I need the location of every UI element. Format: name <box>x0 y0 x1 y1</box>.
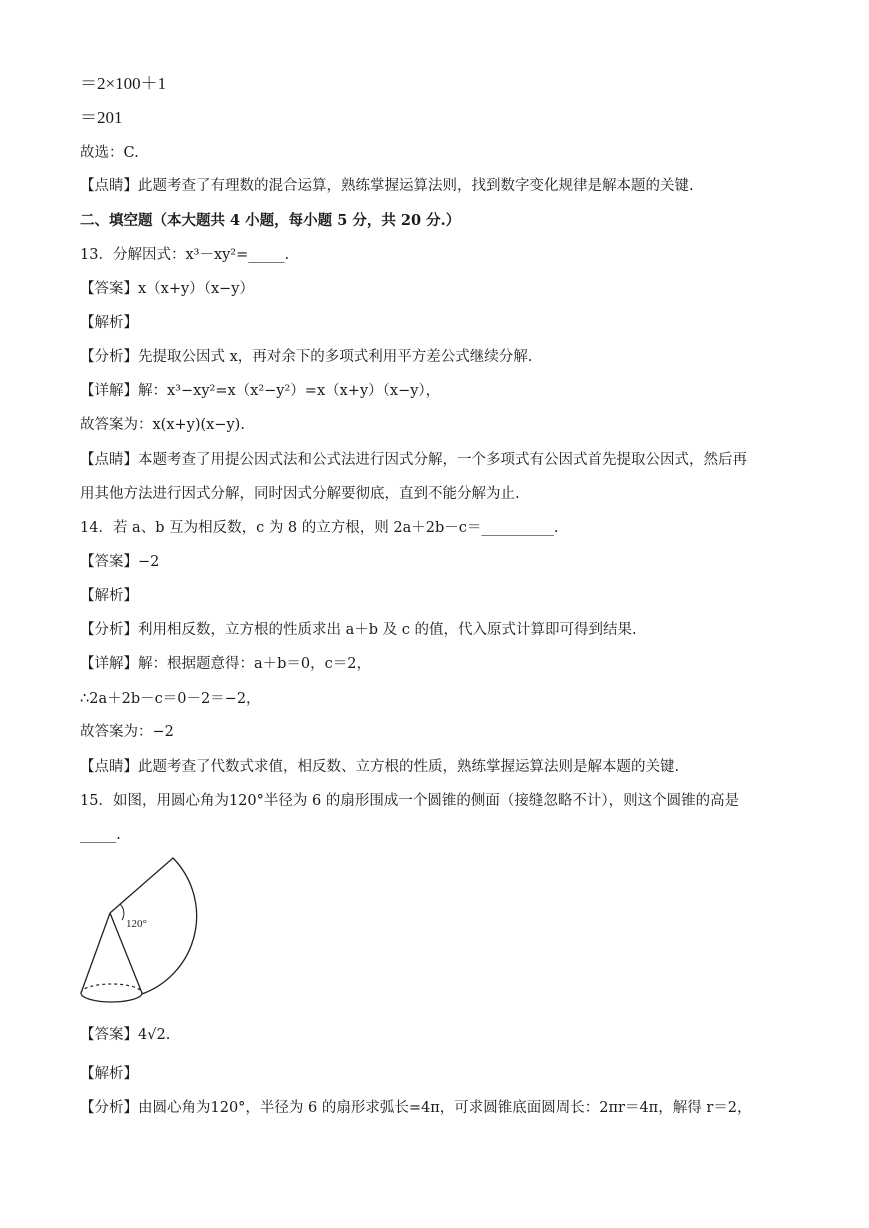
angle-arc <box>120 904 124 920</box>
final-answer-14: 故答案为：−2 <box>80 724 174 740</box>
comment-13-line2: 用其他方法进行因式分解，同时因式分解要彻底，直到不能分解为止. <box>80 486 520 502</box>
final-answer-13: 故答案为：x(x+y)(x−y). <box>80 417 245 433</box>
cone-base-back <box>81 984 142 993</box>
calc-step-2: ＝201 <box>80 108 123 127</box>
question-15-line2: _____. <box>80 827 121 843</box>
analysis-15: 【分析】由圆心角为120°，半径为 6 的扇形求弧长=4π，可求圆锥底面圆周长：2πr＝4π，解得 r＝2， <box>80 1100 752 1116</box>
cone-base-front <box>81 993 142 1002</box>
cone-sector-figure <box>78 852 208 1012</box>
detail-14: 【详解】解：根据题意得：a＋b＝0，c＝2， <box>80 656 371 672</box>
answer-13: 【答案】x（x+y）（x−y） <box>80 281 254 297</box>
derivation-14: ∴2a＋2b－c＝0－2＝−2， <box>80 691 261 707</box>
calc-step-1: ＝2×100＋1 <box>80 74 167 93</box>
angle-label: 120° <box>126 918 147 930</box>
analysis-13: 【分析】先提取公因式 x，再对余下的多项式利用平方差公式继续分解. <box>80 349 533 365</box>
comment-q12: 【点睛】此题考查了有理数的混合运算，熟练掌握运算法则，找到数字变化规律是解本题的关键. <box>80 178 694 194</box>
section-heading: 二、填空题（本大题共 4 小题，每小题 5 分，共 20 分.） <box>80 212 461 229</box>
sector-outline <box>110 858 197 994</box>
analysis-label-14: 【解析】 <box>80 588 138 604</box>
choice-answer: 故选：C. <box>80 145 139 161</box>
cone-left-side <box>81 913 110 993</box>
question-13: 13．分解因式：x³－xy²=_____. <box>80 247 290 263</box>
question-14: 14．若 a、b 互为相反数，c 为 8 的立方根，则 2a＋2b－c＝__________. <box>80 520 559 536</box>
detail-13: 【详解】解：x³−xy²=x（x²−y²）=x（x+y）（x−y）， <box>80 383 441 399</box>
analysis-label-15: 【解析】 <box>80 1066 138 1082</box>
analysis-14: 【分析】利用相反数，立方根的性质求出 a＋b 及 c 的值，代入原式计算即可得到结果. <box>80 622 637 638</box>
comment-14: 【点睛】此题考查了代数式求值，相反数、立方根的性质，熟练掌握运算法则是解本题的关键. <box>80 759 680 775</box>
answer-15: 【答案】4√2. <box>80 1027 171 1043</box>
question-15-line1: 15．如图，用圆心角为120°半径为 6 的扇形围成一个圆锥的侧面（接缝忽略不计），则这个圆锥的高是 <box>80 793 740 809</box>
analysis-label-13: 【解析】 <box>80 315 138 331</box>
answer-14: 【答案】−2 <box>80 554 160 570</box>
comment-13-line1: 【点睛】本题考查了用提公因式法和公式法进行因式分解，一个多项式有公因式首先提取公因式，然后再 <box>80 452 747 468</box>
cone-sector-diagram <box>78 852 208 1012</box>
